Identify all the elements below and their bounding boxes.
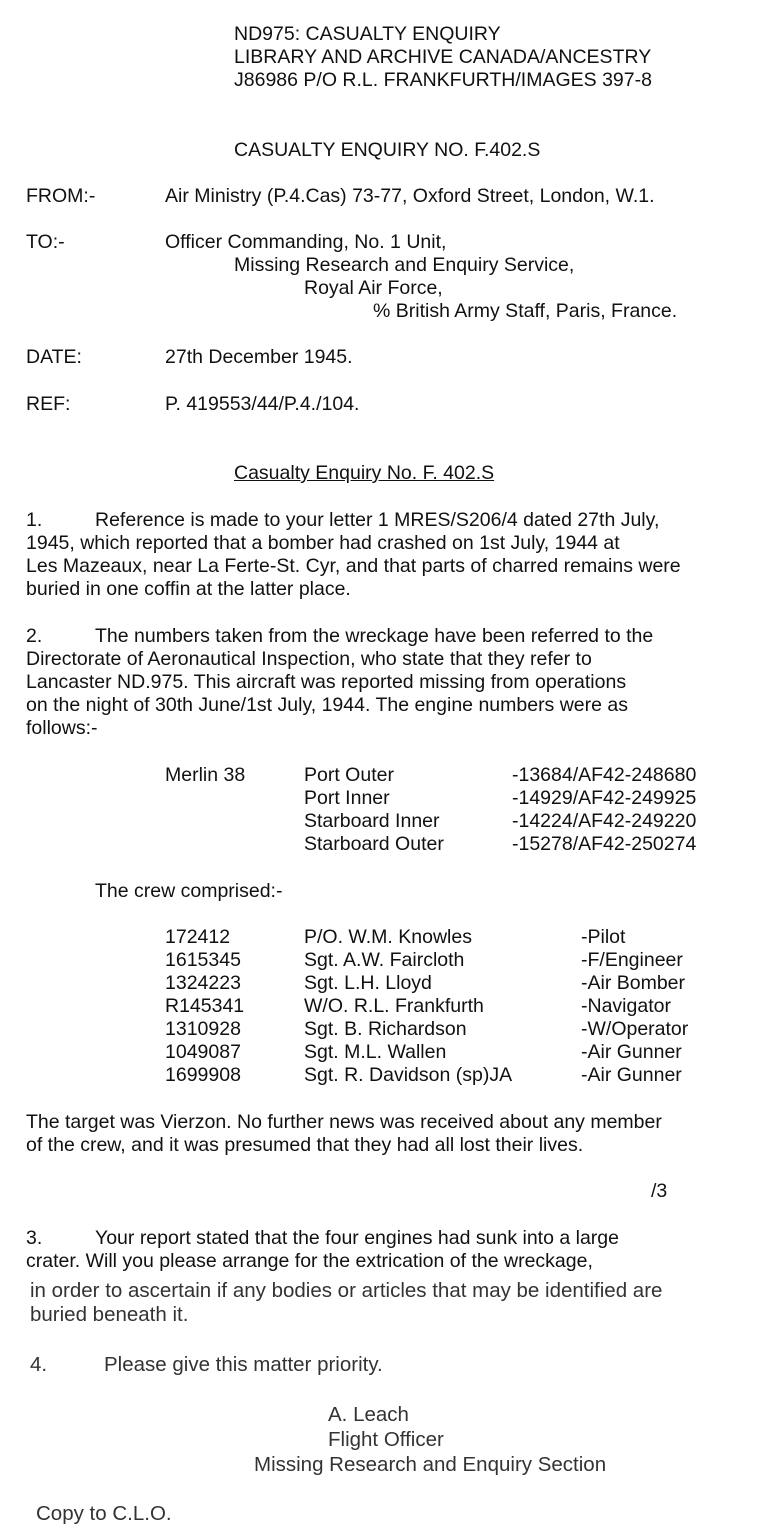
- target-line: of the crew, and it was presumed that they had all lost their lives.: [26, 1134, 584, 1156]
- crew-name: Sgt. B. Richardson: [304, 1018, 467, 1040]
- crew-role: -F/Engineer: [581, 949, 683, 971]
- engine-type: Merlin 38: [165, 764, 246, 786]
- para1-line: 1945, which reported that a bomber had crashed on 1st July, 1944 at: [26, 532, 620, 554]
- crew-role: -Air Gunner: [581, 1064, 682, 1086]
- engine-number: -14929/AF42-249925: [512, 787, 697, 809]
- from-value: Air Ministry (P.4.Cas) 73-77, Oxford Street, London, W.1.: [165, 185, 655, 207]
- para4-number: 4.: [30, 1353, 48, 1376]
- enquiry-title: CASUALTY ENQUIRY NO. F.402.S: [234, 139, 541, 161]
- to-line-2: Missing Research and Enquiry Service,: [234, 254, 575, 276]
- para1-line: buried in one coffin at the latter place.: [26, 578, 351, 600]
- crew-service-no: 1310928: [165, 1018, 241, 1040]
- engine-number: -15278/AF42-250274: [512, 833, 697, 855]
- signature-rank: Flight Officer: [328, 1428, 444, 1451]
- from-label: FROM:-: [26, 185, 96, 207]
- date-value: 27th December 1945.: [165, 346, 353, 368]
- crew-role: -Navigator: [581, 995, 671, 1017]
- to-line-4: % British Army Staff, Paris, France.: [373, 300, 678, 322]
- header-line-1: ND975: CASUALTY ENQUIRY: [234, 23, 501, 45]
- para2-line: Lancaster ND.975. This aircraft was reported missing from operations: [26, 671, 627, 693]
- para3-line: buried beneath it.: [30, 1303, 189, 1326]
- crew-service-no: R145341: [165, 995, 245, 1017]
- engine-position: Starboard Outer: [304, 833, 444, 855]
- page-marker: /3: [651, 1180, 668, 1202]
- para1-line: Reference is made to your letter 1 MRES/S206/4 dated 27th July,: [95, 509, 660, 531]
- para2-line: The numbers taken from the wreckage have been referred to the: [95, 625, 654, 647]
- para3-line: crater. Will you please arrange for the extrication of the wreckage,: [26, 1250, 593, 1272]
- crew-role: -Pilot: [581, 926, 626, 948]
- crew-service-no: 1049087: [165, 1041, 241, 1063]
- para4-text: Please give this matter priority.: [104, 1353, 383, 1376]
- crew-service-no: 172412: [165, 926, 231, 948]
- signature-section: Missing Research and Enquiry Section: [254, 1453, 607, 1476]
- para3-line: Your report stated that the four engines had sunk into a large: [95, 1227, 619, 1249]
- crew-service-no: 1615345: [165, 949, 241, 971]
- engine-number: -13684/AF42-248680: [512, 764, 697, 786]
- para1-line: Les Mazeaux, near La Ferte-St. Cyr, and that parts of charred remains were: [26, 555, 681, 577]
- subject-heading: Casualty Enquiry No. F. 402.S: [234, 462, 495, 484]
- crew-role: -Air Gunner: [581, 1041, 682, 1063]
- header-line-2: LIBRARY AND ARCHIVE CANADA/ANCESTRY: [234, 46, 652, 68]
- engine-position: Port Outer: [304, 764, 394, 786]
- to-label: TO:-: [26, 231, 65, 253]
- date-label: DATE:: [26, 346, 82, 368]
- crew-service-no: 1699908: [165, 1064, 241, 1086]
- para2-line: Directorate of Aeronautical Inspection, who state that they refer to: [26, 648, 592, 670]
- para1-number: 1.: [26, 509, 43, 531]
- crew-name: Sgt. A.W. Faircloth: [304, 949, 465, 971]
- engine-number: -14224/AF42-249220: [512, 810, 697, 832]
- engine-position: Starboard Inner: [304, 810, 440, 832]
- crew-name: Sgt. L.H. Lloyd: [304, 972, 432, 994]
- para3-number: 3.: [26, 1227, 43, 1249]
- para2-line: on the night of 30th June/1st July, 1944. The engine numbers were as: [26, 694, 629, 716]
- ref-label: REF:: [26, 393, 71, 415]
- para2-line: follows:-: [26, 717, 98, 739]
- signature-name: A. Leach: [328, 1403, 409, 1426]
- para2-number: 2.: [26, 625, 43, 647]
- engine-position: Port Inner: [304, 787, 390, 809]
- crew-name: P/O. W.M. Knowles: [304, 926, 472, 948]
- crew-name: Sgt. M.L. Wallen: [304, 1041, 447, 1063]
- crew-service-no: 1324223: [165, 972, 241, 994]
- crew-name: W/O. R.L. Frankfurth: [304, 995, 484, 1017]
- header-line-3: J86986 P/O R.L. FRANKFURTH/IMAGES 397-8: [234, 69, 652, 91]
- to-line-1: Officer Commanding, No. 1 Unit,: [165, 231, 447, 253]
- para3-line: in order to ascertain if any bodies or articles that may be identified are: [30, 1279, 663, 1302]
- crew-role: -Air Bomber: [581, 972, 686, 994]
- to-line-3: Royal Air Force,: [304, 277, 443, 299]
- ref-value: P. 419553/44/P.4./104.: [165, 393, 360, 415]
- crew-role: -W/Operator: [581, 1018, 689, 1040]
- crew-name: Sgt. R. Davidson (sp)JA: [304, 1064, 513, 1086]
- copy-to: Copy to C.L.O.: [36, 1502, 172, 1525]
- target-line: The target was Vierzon. No further news was received about any member: [26, 1111, 662, 1133]
- crew-intro: The crew comprised:-: [95, 880, 283, 902]
